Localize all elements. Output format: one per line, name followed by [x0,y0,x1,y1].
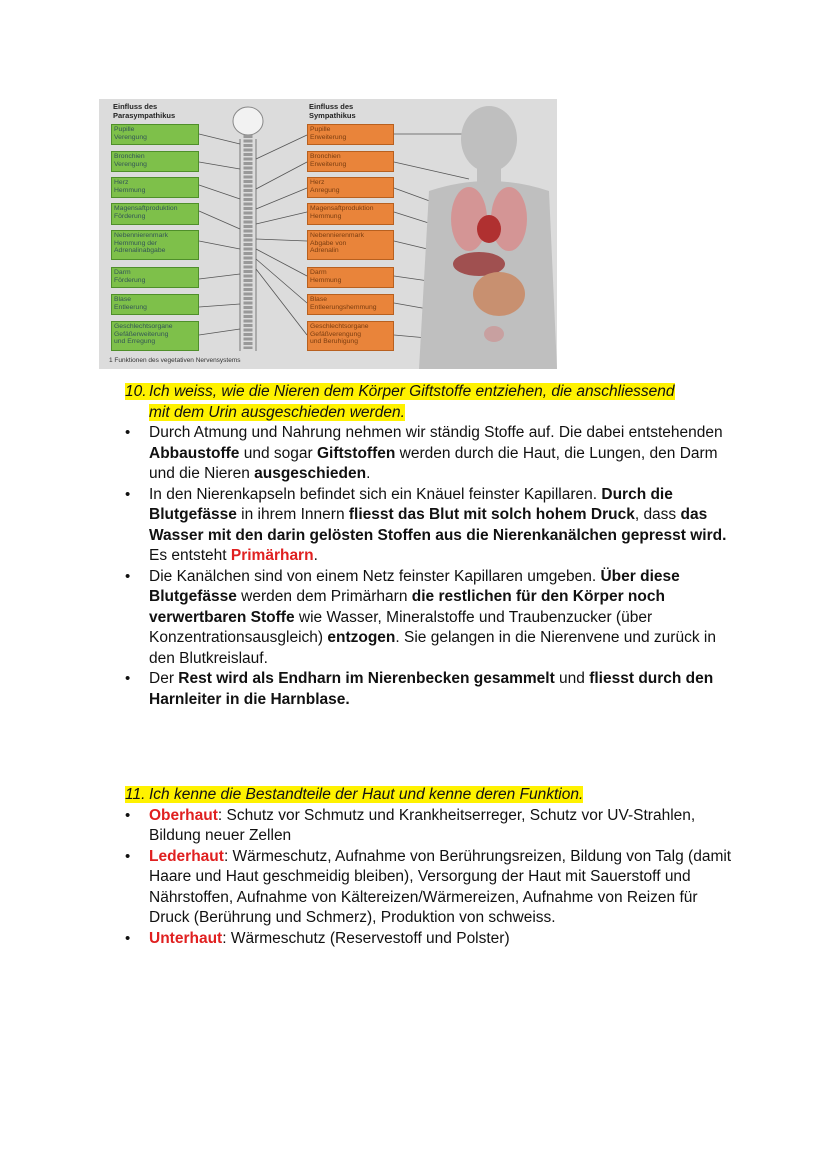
para-box-pupille: Pupille Verengung [111,124,199,145]
list-item: • Die Kanälchen sind von einem Netz feinster Kapillaren umgeben. Über diese Blutgefässe werden dem Primärharn die restlichen für den Körper noch verwertbaren Stoffe wie Wasser, Mineralstoffe und Traubenzucker (über Konzentrationsausgleich) entzogen. Sie gelangen in die Nierenvene und zurück in den Blutkreislauf. [125,567,716,667]
sym-box-geschlechtsorgane: Geschlechtsorgane Gefäßverengung und Beruhigung [307,321,394,351]
section-10-title-line1: Ich weiss, wie die Nieren dem Körper Giftstoffe entziehen, die anschliessend [149,383,675,400]
para-box-darm: Darm Förderung [111,267,199,288]
bullet-icon: • [125,567,131,585]
bullet-icon: • [125,670,131,687]
list-item: • Oberhaut: Schutz vor Schmutz und Krankheitserreger, Schutz vor UV-Strahlen, Bildung neuer Zellen [125,806,696,844]
section-11-title: Ich kenne die Bestandteile der Haut und kenne deren Funktion. [149,786,584,803]
term-unterhaut: Unterhaut [149,929,223,947]
parasympathikus-heading: Einfluss des Parasympathikus [113,102,176,120]
section-10 [125,382,735,710]
sym-box-bronchien: Bronchien Erweiterung [307,151,394,172]
section-11 [125,785,735,949]
sym-box-nebennierenmark: Nebennierenmark Abgabe von Adrenalin [307,230,394,260]
sym-box-pupille: Pupille Erweiterung [307,124,394,145]
body-silhouette [419,106,557,369]
section-11-list [125,806,735,950]
sym-box-darm: Darm Hemmung [307,267,394,288]
list-item: • Der Rest wird als Endharn im Nierenbecken gesammelt und fliesst durch den Harnleiter in die Harnblase. [125,670,714,708]
figure-caption: 1 Funktionen des vegetativen Nervensystems [109,357,241,364]
bullet-icon: • [125,485,131,503]
section-10-heading [125,382,735,423]
term-oberhaut: Oberhaut [149,806,218,824]
section-10-number: 10. [125,383,147,400]
list-item: • Durch Atmung und Nahrung nehmen wir ständig Stoffe auf. Die dabei entstehenden Abbaustoffe und sogar Giftstoffen werden durch die Haut, die Lungen, den Darm und die Nieren ausgeschieden. [125,424,723,482]
para-box-nebennierenmark: Nebennierenmark Hemmung der Adrenalinabgabe [111,230,199,260]
para-box-bronchien: Bronchien Verengung [111,151,199,172]
para-box-blase: Blase Entleerung [111,294,199,315]
list-item: • Lederhaut: Wärmeschutz, Aufnahme von Berührungsreizen, Bildung von Talg (damit Haare und Haut geschmeidig bleiben), Versorgung der Haut mit Sauerstoff und Nährstoffen, Aufnahme von Kältereizen/Wärmereizen, Aufnahme von Reizen für Druck (Berührung und Schmerz), Produktion von schweiss. [125,847,732,926]
sym-box-blase: Blase Entleerungshemmung [307,294,394,315]
sym-box-herz: Herz Anregung [307,177,394,198]
sympathikus-heading: Einfluss des Sympathikus [309,102,356,120]
section-10-list [125,423,735,710]
para-box-magensaft: Magensaftproduktion Förderung [111,203,199,225]
section-11-number: 11. [125,786,146,803]
list-item: • In den Nierenkapseln befindet sich ein Knäuel feinster Kapillaren. Durch die Blutgefässe in ihrem Innern fliesst das Blut mit solch hohem Druck, dass das Wasser mit den darin gelösten Stoffen aus die Nierenkanälchen gepresst wird. Es entsteht Primärharn. [125,485,727,564]
brain-shape [233,107,263,135]
bullet-icon: • [125,424,131,441]
nervous-system-figure [99,99,557,369]
para-box-herz: Herz Hemmung [111,177,199,198]
sym-box-magensaft: Magensaftproduktion Hemmung [307,203,394,225]
list-item: • Unterhaut: Wärmeschutz (Reservestoff und Polster) [125,929,735,950]
bullet-icon: • [125,929,131,947]
para-box-geschlechtsorgane: Geschlechtsorgane Gefäßerweiterung und Erregung [111,321,199,351]
bullet-icon: • [125,806,131,824]
section-11-heading [125,785,735,806]
term-lederhaut: Lederhaut [149,847,224,865]
bullet-icon: • [125,847,131,865]
section-10-title-line2: mit dem Urin ausgeschieden werden. [149,403,405,421]
